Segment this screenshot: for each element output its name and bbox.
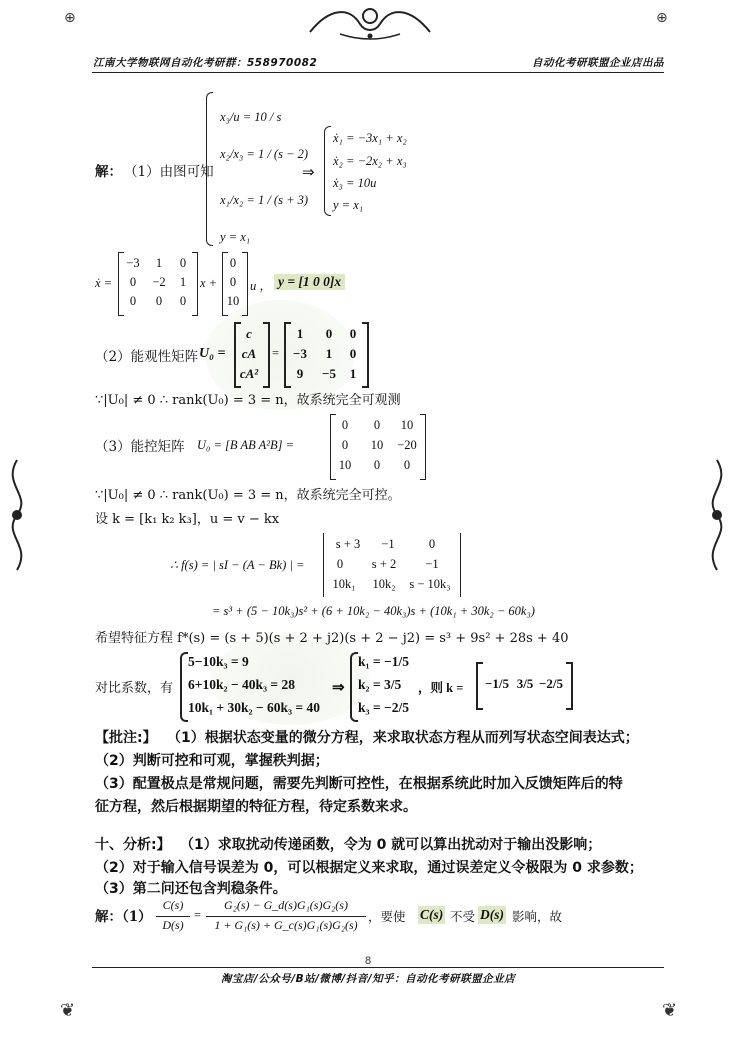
k-brace [350,652,358,722]
rank-observable: ∵|U₀| ≠ 0 ∴ rank(U₀) = 3 = n，故系统完全可观测 [95,393,401,408]
eq-sign: = [194,908,202,922]
U0-cell: 1 [349,366,357,381]
implies-arrow: ⇒ [332,680,345,696]
part1-intro: （1）由图可知 [124,164,214,180]
sys-eq: x₁/x₂ = 1 / (s + 3) [220,193,309,207]
note-item: （2）判断可控和可观，掌握秩判据； [95,753,329,769]
k-value: k₁ = −1/5 [358,654,409,669]
Uc-bracket-r [420,414,426,480]
U0-cell: 0 [349,346,357,361]
k-matrix-cell: 3/5 [516,676,534,691]
coef-eq: 6+10k₂ − 40k₃ = 28 [188,677,295,692]
implies-arrow: ⇒ [302,165,315,181]
fs-cell: −1 [425,557,439,571]
state-eq: ẋ₃ = 10u [333,176,377,190]
k-value: k₃ = −2/5 [358,700,409,715]
coef-eq: 10k₁ + 30k₂ − 60k₃ = 40 [188,700,320,715]
U0-cell: 1 [296,326,304,341]
tf-lhs-bar [156,916,190,917]
tf-lhs-num: C(s) [162,898,184,912]
B-cell: 0 [229,275,237,289]
corner-dot-tr: ⊕ [656,10,668,26]
section10-title: 十、分析:】 [95,837,171,853]
fs-cell: s + 2 [371,557,397,571]
Uc-cell: 10 [400,418,414,432]
k-value: k₂ = 3/5 [358,677,402,692]
section10-item: （2）对于输入信号误差为 0，可以根据定义来求取，通过误差定义令极限为 0 求参数； [95,860,643,876]
fs-cell: −1 [381,537,395,551]
A-cell: −2 [152,275,166,289]
fs-cell: 10k₂ [372,577,396,591]
corner-dot-bl: ❦ [60,1000,76,1021]
note-item: 征方程，然后根据期望的特征方程，待定系数来求。 [95,799,417,815]
note-item: （3）配置极点是常规问题，需要先判断可控性，在根据系统此时加入反馈矩阵后的特 [95,776,623,792]
U0-cell: −5 [322,366,336,381]
B-bracket-right [242,252,248,316]
page-number: 8 [364,955,372,967]
U0-row: cA² [239,366,259,381]
fs-cell: 10k₁ [332,577,356,591]
U0-cell: 1 [325,346,333,361]
Uc-cell: 0 [341,418,349,432]
Uc-cell: −20 [397,438,417,452]
section10-solve-label: 解：（1） [95,909,152,925]
A-cell: 0 [179,294,187,308]
right-ornament [702,455,732,575]
solve-label: 解： [95,164,122,180]
tf-lhs-den: D(s) [162,918,184,932]
part2-label: （2）能观性矩阵 [95,349,199,365]
header-left: 江南大学物联网自动化考研群：558970082 [93,57,318,69]
k-matrix-cell: −2/5 [538,676,564,691]
fs-cell: 0 [336,557,344,571]
sys-brace [206,92,213,246]
fs-cell: s − 10k₃ [409,577,451,591]
footer-text: 淘宝店/公众号/B站/微博/抖音/知乎：自动化考研联盟企业店 [220,973,516,985]
k-matrix-cell: −1/5 [484,676,510,691]
ds-highlight: D(s) [480,907,504,922]
notes-title: 【批注:】 [95,730,157,746]
part3-label: （3）能控矩阵 [95,439,185,455]
sys-eq: x₃/u = 10 / s [220,110,282,124]
header-rule [92,72,664,73]
then-k: ，则 k = [418,681,464,695]
left-ornament [2,455,32,575]
Uc-cell: 10 [370,438,384,452]
fs-cell: 0 [428,537,436,551]
Uc-cell: 0 [403,458,411,472]
k-matrix-bracket-r [566,662,573,710]
section10-item: （3）第二问还包含判稳条件。 [95,881,287,897]
not-affected: 不受 [450,909,476,924]
Uc-cell: 0 [373,458,381,472]
state-brace [324,126,331,216]
B-cell: 10 [226,294,240,308]
top-ornament [300,2,440,44]
set-k: 设 k = [k₁ k₂ k₃]，u = v − kx [95,512,280,527]
header-right: 自动化考研联盟企业店出品 [532,57,664,69]
effect-tail: 影响，故 [512,909,563,924]
A-cell: 0 [129,275,137,289]
U0-cell: 9 [296,366,304,381]
Uc-cell: 0 [341,438,349,452]
section10-item: （1）求取扰动传递函数，令为 0 就可以算出扰动对于输出没影响； [180,837,602,853]
tf-num: G₂(s) − G_d(s)G₁(s)G₂(s) [224,898,348,912]
corner-dot-br: ❦ [662,1000,678,1021]
U0-cell: 0 [325,326,333,341]
U0-matrix-bracket-r [362,322,369,388]
A-cell: 1 [179,275,187,289]
desired-char-eq: 希望特征方程 f*(s) = (s + 5)(s + 2 + j2)(s + 2 − j2) = s³ + 9s² + 28s + 40 [95,631,569,646]
A-cell: 0 [129,294,137,308]
corner-dot-tl: ⊕ [64,10,76,26]
state-eq: ẋ₂ = −2x₂ + x₃ [333,154,407,168]
Uc-cell: 10 [338,458,352,472]
A-cell: 1 [155,256,163,270]
xdot-label: ẋ = [95,276,113,290]
U0-rows-bracket-r [263,322,270,388]
A-bracket-right [192,252,198,316]
U0-symbol: U₀ = [199,346,226,361]
fs-expand: = s³ + (5 − 10k₃)s² + (6 + 10k₂ − 40k₃)s + (10k₁ + 30k₂ − 60k₃) [212,604,535,618]
A-cell: −3 [126,256,140,270]
U0-row: cA [241,346,257,361]
A-cell: 0 [179,256,187,270]
u-label: u ， [250,279,272,293]
A-cell: 0 [155,294,163,308]
eq-sign: = [272,346,280,360]
sys-eq: x₂/x₃ = 1 / (s − 2) [220,147,309,161]
U0-cell: 0 [349,326,357,341]
Uc-cell: 0 [373,418,381,432]
x-plus: x + [200,276,218,290]
coef-eq: 5−10k₃ = 9 [188,654,249,669]
Uc-expr: U₀ = [B AB A²B] = [197,438,295,452]
note-item: （1）根据状态变量的微分方程，来求取状态方程从而列写状态空间表达式； [167,730,639,746]
sys-eq: y = x₁ [220,230,251,244]
tf-tail: ，要使 [368,909,406,924]
tf-bar [206,916,366,917]
tf-den: 1 + G₁(s) + G_c(s)G₁(s)G₂(s) [214,918,358,932]
rank-controllable: ∵|U₀| ≠ 0 ∴ rank(U₀) = 3 = n，故系统完全可控。 [95,488,401,503]
fs-cell: s + 3 [335,537,361,551]
coef-brace [180,652,188,722]
state-eq: ẋ₁ = −3x₁ + x₂ [333,131,407,145]
U0-row: c [246,326,252,341]
footer-rule [92,967,664,968]
state-eq: y = x₁ [333,198,364,212]
cs-highlight: C(s) [420,907,444,922]
B-cell: 0 [229,256,237,270]
compare-label: 对比系数，有 [95,681,174,696]
fs-expr: ∴ f(s) = | sI − (A − Bk) | = [170,558,305,572]
output-eq: y = [1 0 0]x [274,274,345,290]
U0-cell: −3 [293,346,307,361]
